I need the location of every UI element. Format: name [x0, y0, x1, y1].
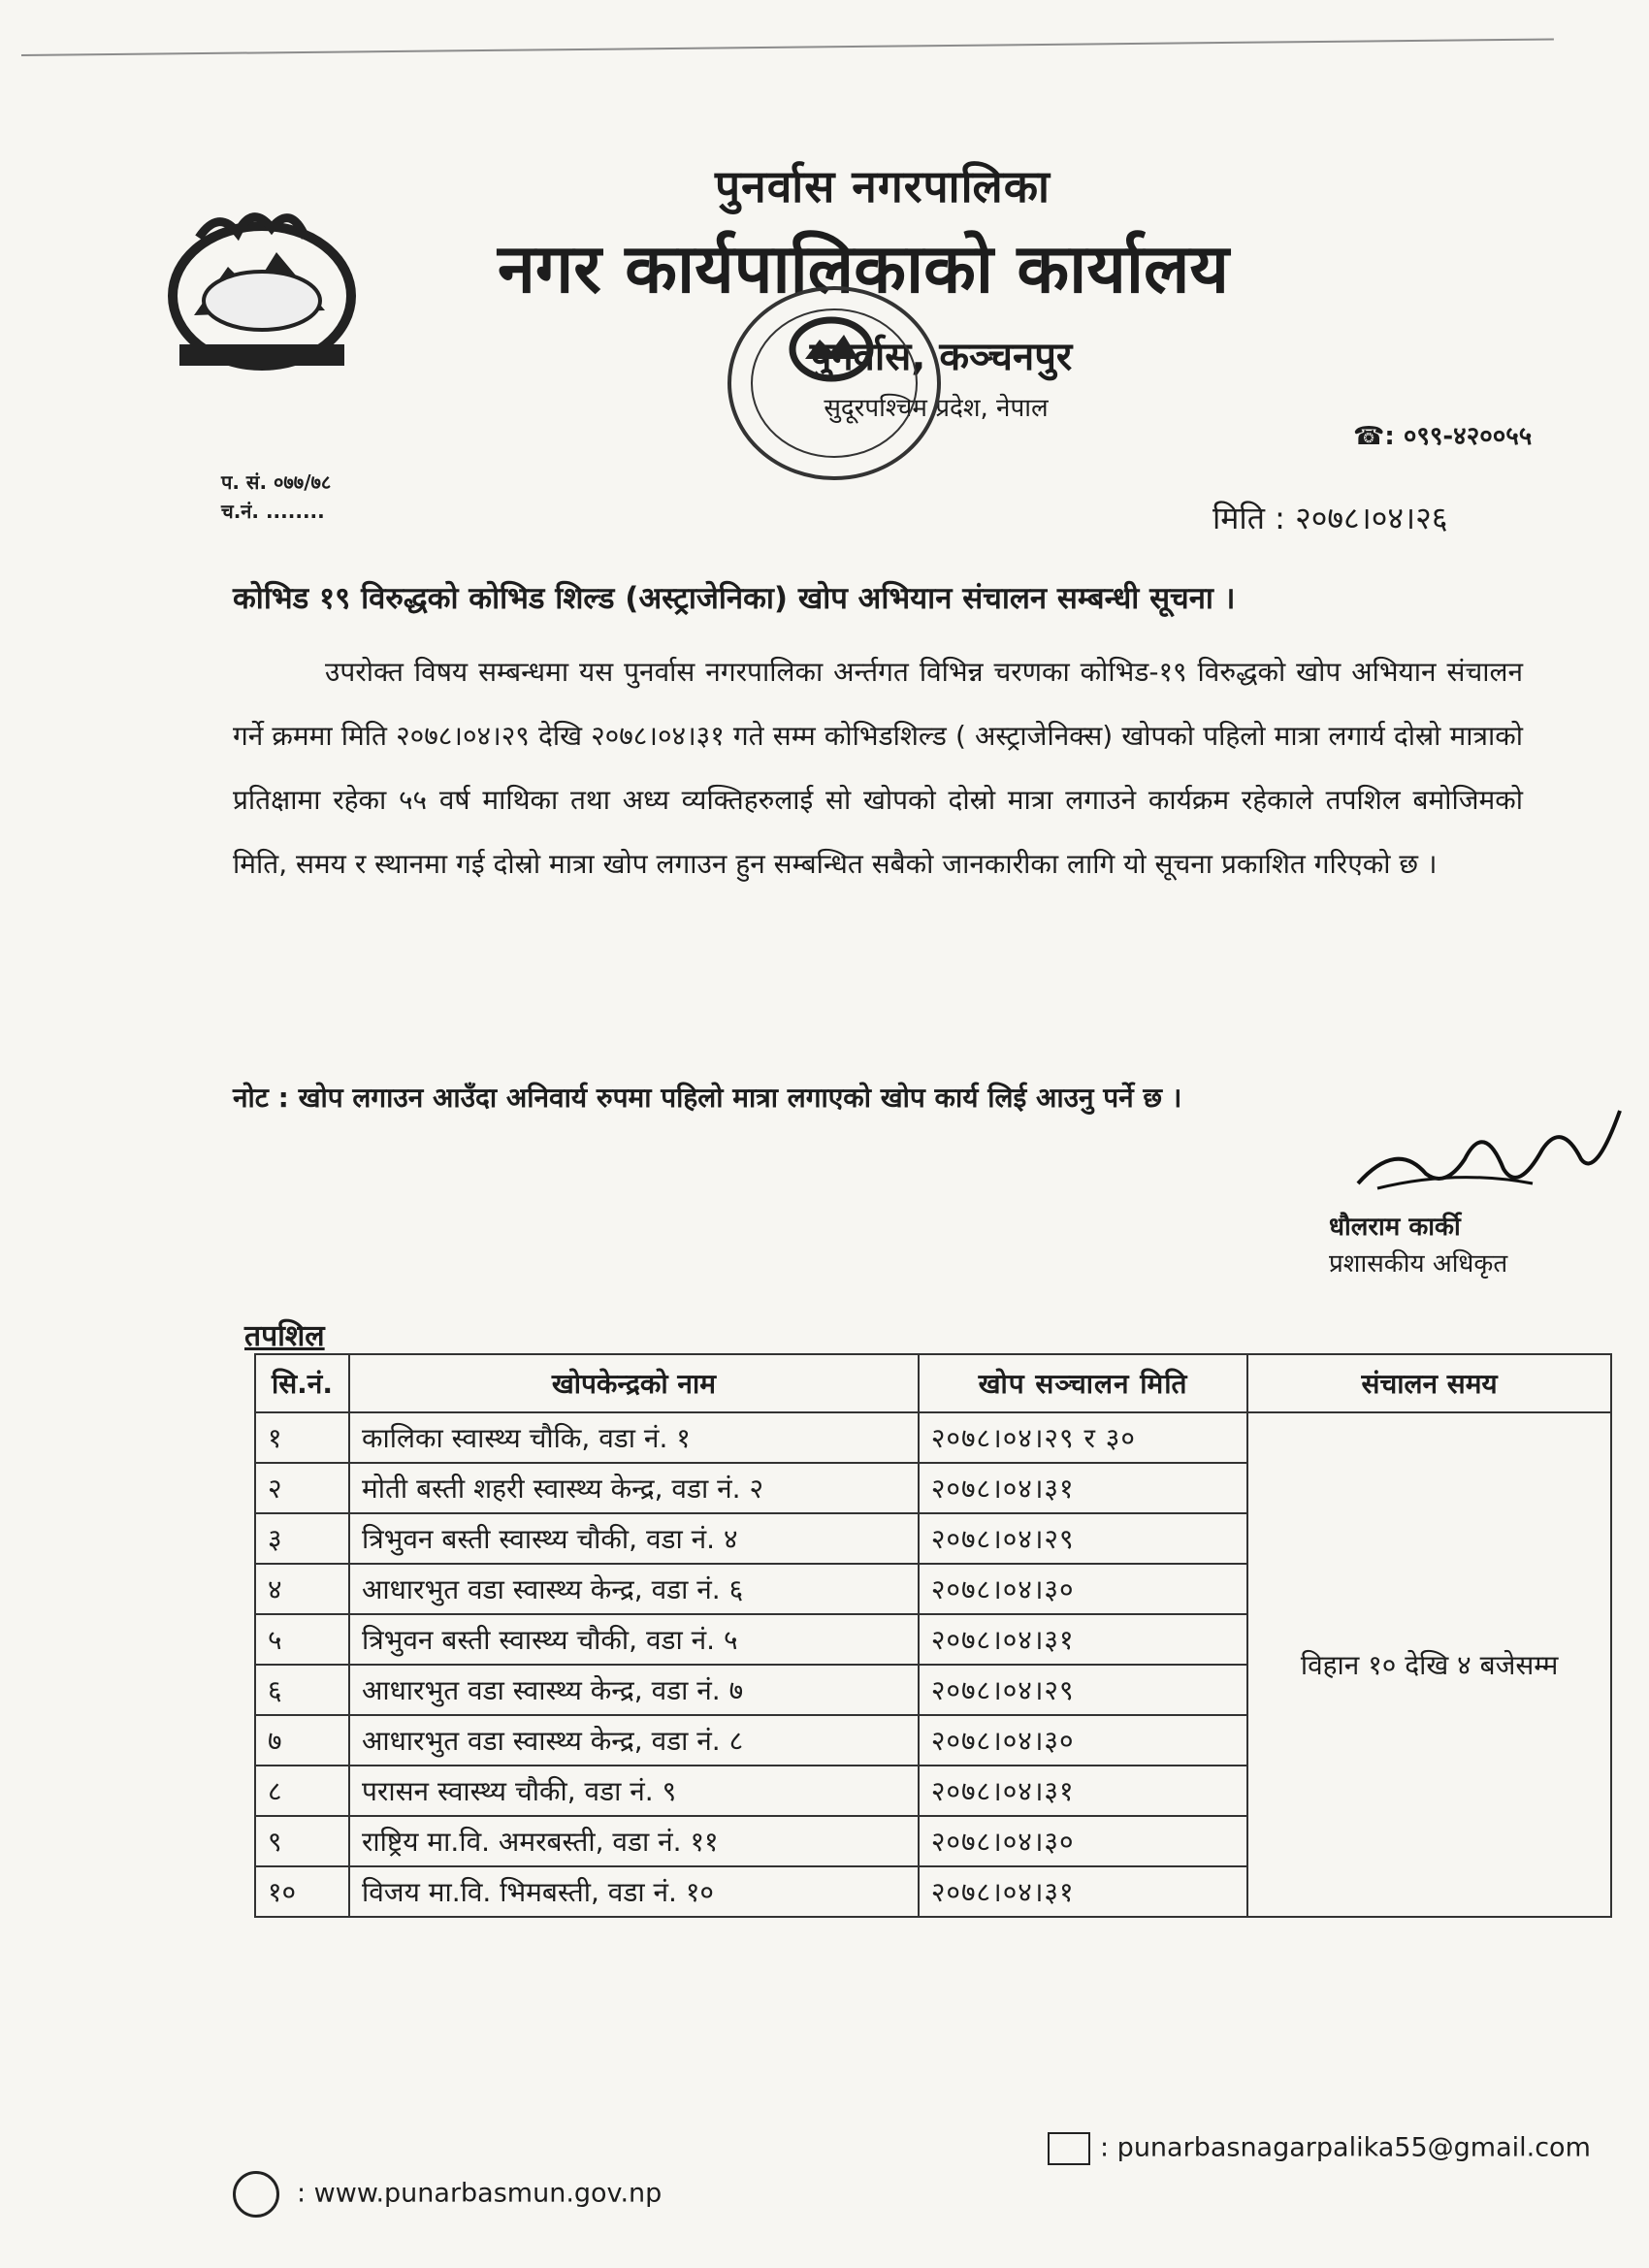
- office-seal-icon: [723, 281, 946, 485]
- mail-icon: [1048, 2132, 1090, 2165]
- municipality-name: पुनर्वास नगरपालिका: [715, 160, 1051, 212]
- row-sn: ८: [255, 1766, 349, 1816]
- row-sn: ९: [255, 1816, 349, 1866]
- header-center-name: खोपकेन्द्रको नाम: [349, 1354, 919, 1412]
- row-center-name: मोती बस्ती शहरी स्वास्थ्य केन्द्र, वडा नं. २: [349, 1463, 919, 1513]
- schedule-header-row: [255, 1354, 1611, 1412]
- row-date: २०७८।०४।३०: [919, 1816, 1247, 1866]
- row-center-name: विजय मा.वि. भिमबस्ती, वडा नं. १०: [349, 1866, 919, 1917]
- row-center-name: आधारभुत वडा स्वास्थ्य केन्द्र, वडा नं. ६: [349, 1564, 919, 1614]
- row-center-name: त्रिभुवन बस्ती स्वास्थ्य चौकी, वडा नं. ५: [349, 1614, 919, 1665]
- signature-icon: [1339, 1091, 1630, 1208]
- letter-date: मिति : २०७८।०४।२६: [1212, 500, 1448, 536]
- office-location: पुनर्वास, कञ्चनपुर: [809, 335, 1073, 379]
- row-sn: ७: [255, 1715, 349, 1766]
- row-date: २०७८।०४।२९: [919, 1513, 1247, 1564]
- row-sn: १: [255, 1412, 349, 1463]
- website-text[interactable]: : www.punarbasmun.gov.np: [297, 2178, 663, 2209]
- row-center-name: आधारभुत वडा स्वास्थ्य केन्द्र, वडा नं. ८: [349, 1715, 919, 1766]
- reference-block: [221, 468, 331, 526]
- row-center-name: परासन स्वास्थ्य चौकी, वडा नं. ९: [349, 1766, 919, 1816]
- header-time: संचालन समय: [1247, 1354, 1611, 1412]
- office-name: नगर कार्यपालिकाको कार्यालय: [497, 229, 1230, 308]
- globe-icon: [233, 2171, 279, 2218]
- row-date: २०७८।०४।३१: [919, 1766, 1247, 1816]
- row-sn: ४: [255, 1564, 349, 1614]
- schedule-label: तपशिल: [244, 1319, 325, 1353]
- row-sn: २: [255, 1463, 349, 1513]
- notice-subject: कोभिड १९ विरुद्धको कोभिड शिल्ड (अस्ट्राजेनिका) खोप अभियान संचालन सम्बन्धी सूचना ।: [233, 581, 1236, 616]
- row-date: २०७८।०४।३१: [919, 1866, 1247, 1917]
- row-sn: ५: [255, 1614, 349, 1665]
- row-sn: १०: [255, 1866, 349, 1917]
- row-sn: ३: [255, 1513, 349, 1564]
- table-row: [255, 1412, 1611, 1463]
- row-center-name: कालिका स्वास्थ्य चौकि, वडा नं. १: [349, 1412, 919, 1463]
- nepal-emblem-icon: [160, 199, 364, 378]
- notice-body: उपरोक्त विषय सम्बन्धमा यस पुनर्वास नगरपालिका अर्न्तगत विभिन्न चरणका कोभिड-१९ विरुद्धको खोप अभियान संचालन गर्ने क्रममा मिति २०७८।०४।२९ देखि २०७८।०४।३१ गते सम्म कोभिडशिल्ड ( अस्ट्राजेनिक्स) खोपको पहिलो मात्रा लगार्य दोस्रो मात्राको प्रतिक्षामा रहेका ५५ वर्ष माथिका तथा अध्य व्यक्तिहरुलाई सो खोपको दोस्रो मात्रा लगाउने कार्यक्रम रहेकाले तपशिल बमोजिमको मिति, समय र स्थानमा गई दोस्रो मात्रा खोप लगाउन हुन सम्बन्धित सबैको जानकारीका लागि यो सूचना प्रकाशित गरिएको छ ।: [233, 656, 1523, 880]
- header-date: खोप सञ्चालन मिति: [919, 1354, 1247, 1412]
- row-date: २०७८।०४।३०: [919, 1715, 1247, 1766]
- top-rule: [21, 38, 1554, 56]
- row-date: २०७८।०४।३०: [919, 1564, 1247, 1614]
- footer-website: [233, 2171, 662, 2218]
- row-date: २०७८।०४।३१: [919, 1614, 1247, 1665]
- footer-email: [1048, 2132, 1591, 2165]
- row-sn: ६: [255, 1665, 349, 1715]
- row-date: २०७८।०४।२९: [919, 1665, 1247, 1715]
- signatory-title: प्रशासकीय अधिकृत: [1329, 1249, 1508, 1279]
- reference-chn: च.नं. ........: [221, 500, 325, 523]
- office-province: सुदूरपश्चिम प्रदेश, नेपाल: [824, 394, 1049, 423]
- notice-note: नोट : खोप लगाउन आउँदा अनिवार्य रुपमा पहिलो मात्रा लगाएको खोप कार्य लिई आउनु पर्ने छ ।: [233, 1082, 1182, 1114]
- schedule-table: [254, 1353, 1612, 1918]
- header-sn: सि.नं.: [255, 1354, 349, 1412]
- row-date: २०७८।०४।३१: [919, 1463, 1247, 1513]
- row-center-name: आधारभुत वडा स्वास्थ्य केन्द्र, वडा नं. ७: [349, 1665, 919, 1715]
- row-date: २०७८।०४।२९ र ३०: [919, 1412, 1247, 1463]
- schedule-time: विहान १० देखि ४ बजेसम्म: [1247, 1412, 1611, 1917]
- row-center-name: राष्ट्रिय मा.वि. अमरबस्ती, वडा नं. ११: [349, 1816, 919, 1866]
- email-text[interactable]: : punarbasnagarpalika55@gmail.com: [1100, 2132, 1591, 2163]
- row-center-name: त्रिभुवन बस्ती स्वास्थ्य चौकी, वडा नं. ४: [349, 1513, 919, 1564]
- reference-ps: प. सं. ०७७/७८: [221, 470, 332, 494]
- signatory-name: धौलराम कार्की: [1329, 1213, 1461, 1242]
- phone-number: ☎: ०९९-४२००५५: [1353, 422, 1533, 451]
